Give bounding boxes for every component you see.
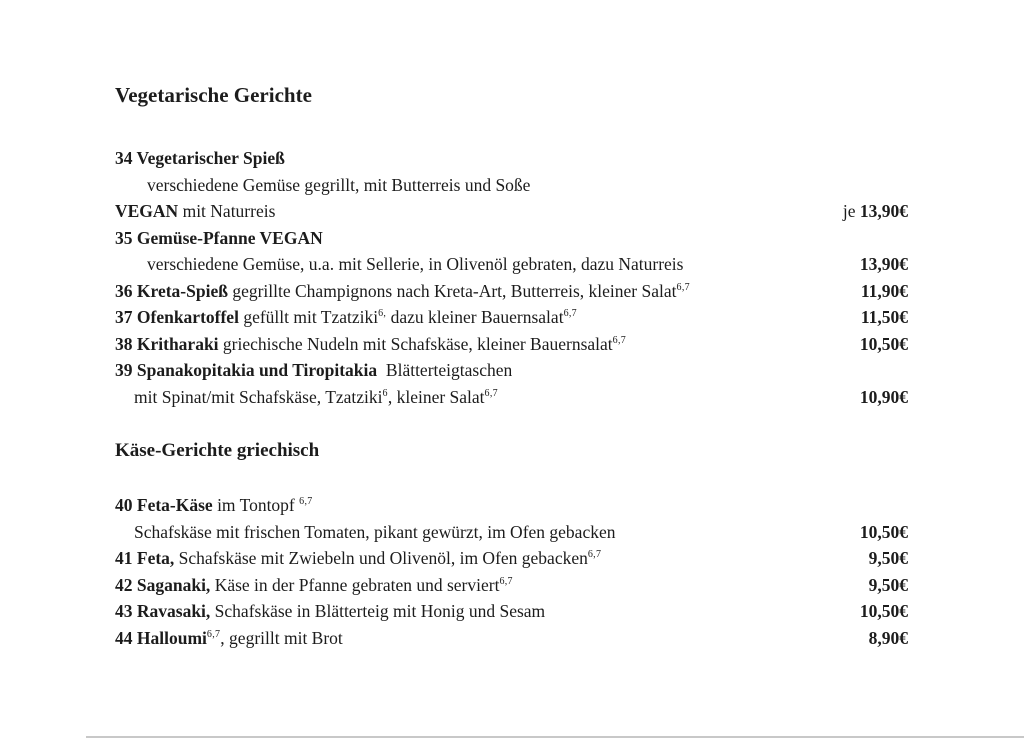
price-value: 9,50€	[868, 574, 908, 595]
price-value: 13,90€	[859, 254, 908, 274]
footnote-ref: 6,7	[206, 628, 221, 640]
footnote-ref: 6	[382, 387, 388, 399]
dish-name: 43 Ravasaki,	[115, 601, 211, 621]
dish-description: Schafskäse mit Zwiebeln und Olivenöl, im Ofen gebacken	[174, 548, 588, 568]
menu-line	[115, 357, 908, 384]
price	[869, 625, 908, 652]
dish-description: , kleiner Salat	[387, 386, 485, 407]
dish-name: 41 Feta,	[115, 548, 175, 568]
menu-line	[115, 625, 908, 652]
footnote-ref: 6,7	[587, 549, 602, 561]
dish-name: 38 Kritharaki	[115, 333, 219, 354]
footnote-ref: 6,7	[299, 496, 313, 508]
price	[843, 198, 908, 225]
dish-description: griechische Nudeln mit Schafskäse, kleiner Bauernsalat	[218, 333, 613, 354]
menu-line	[115, 145, 908, 172]
menu-line	[115, 545, 908, 572]
price-value: 9,50€	[868, 548, 908, 568]
dish-name: 40 Feta-Käse	[115, 495, 213, 515]
dish-name: 36 Kreta-Spieß	[115, 280, 228, 301]
dish-description: dazu kleiner Bauernsalat	[386, 307, 564, 327]
dish-description: Schafskäse in Blätterteig mit Honig und Sesam	[210, 601, 546, 621]
section-heading: Vegetarische Gerichte	[115, 83, 312, 107]
dish-description: im Tontopf	[212, 495, 300, 515]
dish-description: , gegrillt mit Brot	[220, 627, 343, 648]
dish-description: verschiedene Gemüse, u.a. mit Sellerie, in Olivenöl gebraten, dazu Naturreis	[147, 254, 684, 274]
menu-line	[115, 225, 908, 252]
price	[860, 384, 908, 411]
dish-name: 44 Halloumi	[115, 627, 207, 648]
menu-line	[115, 198, 908, 225]
menu-line	[115, 492, 908, 519]
price-value: 13,90€	[859, 201, 908, 221]
section-lines	[115, 145, 908, 410]
menu-line	[115, 331, 908, 358]
menu-line	[115, 251, 908, 278]
dish-name: 37 Ofenkartoffel	[115, 307, 239, 327]
footnote-ref: 6,	[378, 308, 387, 320]
dish-name: 35 Gemüse-Pfanne VEGAN	[115, 227, 323, 248]
menu-line	[115, 572, 908, 599]
dish-description: mit Naturreis	[178, 201, 276, 221]
price-value: 10,50€	[859, 601, 908, 621]
footnote-ref: 6,7	[499, 575, 513, 587]
price	[869, 545, 908, 572]
price-prefix: je	[842, 201, 860, 221]
menu-line	[115, 278, 908, 305]
section-kaese-gerichte	[115, 438, 908, 651]
footnote-ref: 6,7	[563, 308, 577, 320]
dish-description: Blätterteigtaschen	[377, 360, 513, 380]
price	[860, 519, 908, 546]
price-value: 11,90€	[860, 280, 908, 301]
price-value: 8,90€	[868, 627, 908, 648]
footnote-ref: 6,7	[612, 334, 627, 346]
dish-name: 39 Spanakopitakia und Tiropitakia	[115, 360, 378, 380]
price	[861, 278, 908, 305]
footnote-ref: 6,7	[676, 281, 690, 293]
price	[860, 331, 908, 358]
dish-description: Schafskäse mit frischen Tomaten, pikant gewürzt, im Ofen gebacken	[134, 521, 616, 542]
menu-line	[115, 304, 908, 331]
price-value: 10,50€	[859, 333, 908, 354]
dish-name: VEGAN	[115, 201, 179, 221]
dish-name: 34 Vegetarischer Spieß	[115, 148, 285, 168]
dish-name: 42 Saganaki,	[115, 574, 211, 595]
section-heading: Käse-Gerichte griechisch	[115, 440, 320, 461]
section-vegetarische-gerichte	[115, 82, 908, 410]
dish-description: gefüllt mit Tzatziki	[238, 307, 379, 327]
price-value: 10,50€	[859, 521, 908, 542]
price-value: 10,90€	[859, 386, 908, 407]
dish-description: verschiedene Gemüse gegrillt, mit Butterreis und Soße	[147, 174, 531, 195]
price	[861, 304, 908, 331]
section-lines	[115, 492, 908, 651]
price	[860, 251, 908, 278]
price	[860, 598, 908, 625]
dish-description: gegrillte Champignons nach Kreta-Art, Butterreis, kleiner Salat	[227, 280, 677, 301]
menu-line	[115, 598, 908, 625]
menu-line	[115, 384, 908, 411]
price	[869, 572, 908, 599]
menu-content	[115, 82, 908, 651]
dish-description: Käse in der Pfanne gebraten und serviert	[210, 574, 500, 595]
footnote-ref: 6,7	[484, 387, 498, 399]
dish-description: mit Spinat/mit Schafskäse, Tzatziki	[134, 386, 383, 407]
menu-line	[115, 519, 908, 546]
price-value: 11,50€	[860, 307, 908, 327]
menu-line	[115, 172, 908, 199]
